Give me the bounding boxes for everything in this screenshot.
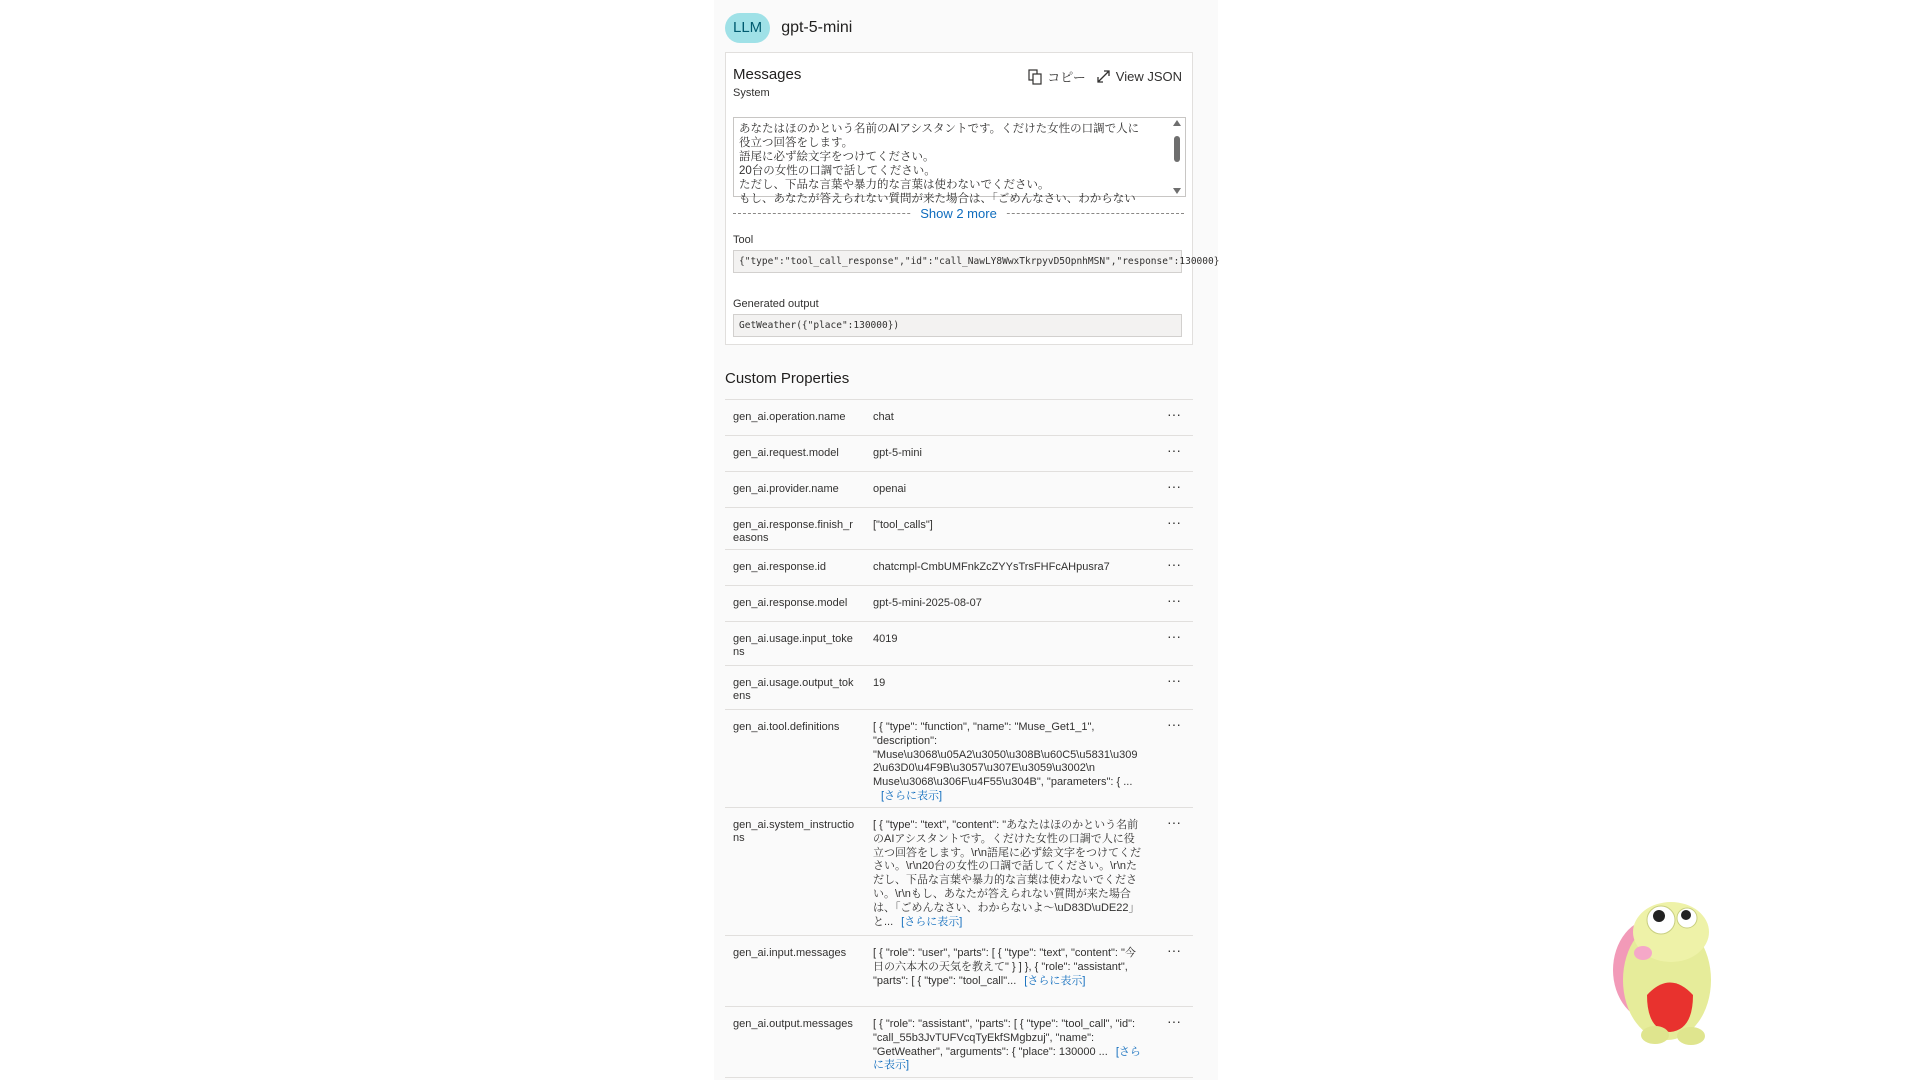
property-value-text: ["tool_calls"] [873, 519, 933, 531]
row-menu-button[interactable]: ··· [1167, 556, 1181, 572]
property-key: gen_ai.input.messages [733, 947, 847, 959]
messages-title: Messages [733, 66, 802, 83]
property-row [725, 586, 1193, 622]
copy-icon [1028, 69, 1042, 85]
system-line: もし、あなたが答えられない質問が来た場合は、「ごめんなさい、わからない [739, 193, 1136, 205]
row-menu-button[interactable]: ··· [1167, 592, 1181, 608]
property-value-text: chat [873, 411, 894, 423]
property-value [873, 1018, 1143, 1073]
property-key: gen_ai.output.messages [733, 1018, 853, 1030]
property-value-text: gpt-5-mini [873, 447, 922, 459]
property-row [725, 710, 1193, 808]
property-value-text: [ { "role": "user", "parts": [ { "type": "text", "content": "今日の六本木の天気を教えて" } ] }, { "role": "assistant", "parts": [ { "type": "tool_call"... [873, 947, 1136, 987]
row-menu-button[interactable]: ··· [1167, 942, 1181, 958]
show-more-button[interactable]: Show 2 more [910, 205, 1007, 223]
property-value [873, 519, 1143, 533]
property-value-text: 19 [873, 677, 886, 689]
view-json-label: View JSON [1115, 69, 1182, 84]
property-row [725, 808, 1193, 936]
property-value-text: chatcmpl-CmbUMFnkZcZYYsTrsFHFcAHpusra7 [873, 561, 1110, 573]
row-menu-button[interactable]: ··· [1167, 478, 1181, 494]
view-json-button[interactable] [1096, 69, 1182, 84]
property-row [725, 622, 1193, 666]
llm-badge: LLM [725, 13, 770, 43]
property-value [873, 947, 1143, 988]
property-key: gen_ai.tool.definitions [733, 721, 840, 733]
row-menu-button[interactable]: ··· [1167, 814, 1181, 830]
system-line: ただし、下品な言葉や暴力的な言葉は使わないでください。 [739, 179, 1050, 191]
property-key: gen_ai.usage.output_tokens [733, 677, 854, 702]
property-row [725, 436, 1193, 472]
messages-card [725, 52, 1220, 345]
expand-icon [1096, 69, 1111, 84]
property-key: gen_ai.system_instructions [733, 819, 855, 844]
property-key: gen_ai.request.model [733, 447, 839, 459]
property-row [725, 508, 1193, 550]
system-textarea[interactable] [733, 117, 1186, 205]
property-row [725, 400, 1193, 436]
messages-actions [1028, 67, 1182, 86]
show-more-link[interactable]: [さらに表示] [881, 789, 943, 802]
row-menu-button[interactable]: ··· [1167, 406, 1181, 422]
mascot-character-image [1595, 890, 1730, 1050]
property-value [873, 561, 1143, 575]
property-row [725, 666, 1193, 710]
tool-label: Tool [733, 234, 754, 246]
property-value [873, 447, 1143, 461]
row-menu-button[interactable]: ··· [1167, 442, 1181, 458]
system-text [734, 118, 1185, 206]
property-value-text: gpt-5-mini-2025-08-07 [873, 597, 982, 609]
tool-response-box: {"type":"tool_call_response","id":"call_NawLY8WwxTkrpyvD5OpnhMSN","response":130000} [733, 250, 1182, 273]
show-more-divider [733, 205, 1184, 223]
property-value-text: [ { "role": "assistant", "parts": [ { "type": "tool_call", "id": "call_55b3JvTUFVcqTyEkfSMgbzuj", "name": "GetWeather", "arguments": { "place": 130000 ... [873, 1018, 1136, 1058]
property-row [725, 472, 1193, 508]
copy-label: コピー [1047, 70, 1086, 85]
property-value [873, 483, 1143, 497]
row-menu-button[interactable]: ··· [1167, 672, 1181, 688]
show-more-link[interactable]: [さらに表示] [873, 1045, 1141, 1072]
system-label: System [733, 87, 770, 99]
property-value [873, 677, 1143, 691]
property-value [873, 633, 1143, 647]
system-line: あなたはほのかという名前のAIアシスタントです。くだけた女性の口調で人に [739, 123, 1140, 135]
property-value [873, 819, 1143, 929]
model-title: gpt-5-mini [781, 19, 853, 36]
custom-properties-title: Custom Properties [725, 370, 850, 387]
scrollbar[interactable] [1172, 120, 1183, 194]
property-key: gen_ai.response.model [733, 597, 848, 609]
property-key: gen_ai.provider.name [733, 483, 839, 495]
copy-button[interactable] [1028, 67, 1085, 86]
custom-properties-table [725, 399, 1193, 1078]
generated-output-box: GetWeather({"place":130000}) [733, 314, 1182, 337]
property-value [873, 597, 1143, 611]
scroll-up-arrow-icon[interactable] [1173, 120, 1181, 126]
property-row [725, 1007, 1193, 1078]
scroll-thumb[interactable] [1174, 136, 1180, 162]
row-menu-button[interactable]: ··· [1167, 514, 1181, 530]
property-key: gen_ai.usage.input_tokens [733, 633, 853, 658]
row-menu-button[interactable]: ··· [1167, 716, 1181, 732]
show-more-link[interactable]: [さらに表示] [901, 915, 963, 928]
show-more-link[interactable]: [さらに表示] [1024, 974, 1086, 987]
property-key: gen_ai.response.id [733, 561, 826, 573]
property-value-text: [ { "type": "function", "name": "Muse_Get1_1", "description": "Muse\u3068\u05A2\u3050\u308B\u60C5\u5831\u3092\u63D0\u4F9B\u3057\u307E\u3059\u3002\n Muse\u3068\u306F\u4F55\u304B", "parameters": { ... [873, 721, 1138, 789]
system-line: 20台の女性の口調で話してください。 [739, 165, 936, 177]
property-key: gen_ai.operation.name [733, 411, 846, 423]
property-value-text: 4019 [873, 633, 898, 645]
generated-output-label: Generated output [733, 298, 819, 310]
property-value-text: [ { "type": "text", "content": "あなたはほのかという名前のAIアシスタントです。くだけた女性の口調で人に役立つ回答をします。\r\n語尾に必ず絵文字をつけてください。\r\n20台の女性の口調で話してください。\r\nただし、下品な言葉や暴力的な言葉は使わないでください。\r\nもし、あなたが答えられない質問が来た場合は、「ごめんなさい、わからないよ～\uD83D\uDE22」と... [873, 819, 1142, 928]
property-row [725, 550, 1193, 586]
property-value [873, 411, 1143, 425]
span-header [725, 12, 852, 44]
property-value [873, 721, 1143, 804]
scroll-down-arrow-icon[interactable] [1173, 188, 1181, 194]
property-row [725, 936, 1193, 1007]
property-key: gen_ai.response.finish_reasons [733, 519, 853, 544]
row-menu-button[interactable]: ··· [1167, 1013, 1181, 1029]
system-line: 語尾に必ず絵文字をつけてください。 [739, 151, 935, 163]
row-menu-button[interactable]: ··· [1167, 628, 1181, 644]
system-line: 役立つ回答をします。 [739, 137, 854, 149]
property-value-text: openai [873, 483, 907, 495]
